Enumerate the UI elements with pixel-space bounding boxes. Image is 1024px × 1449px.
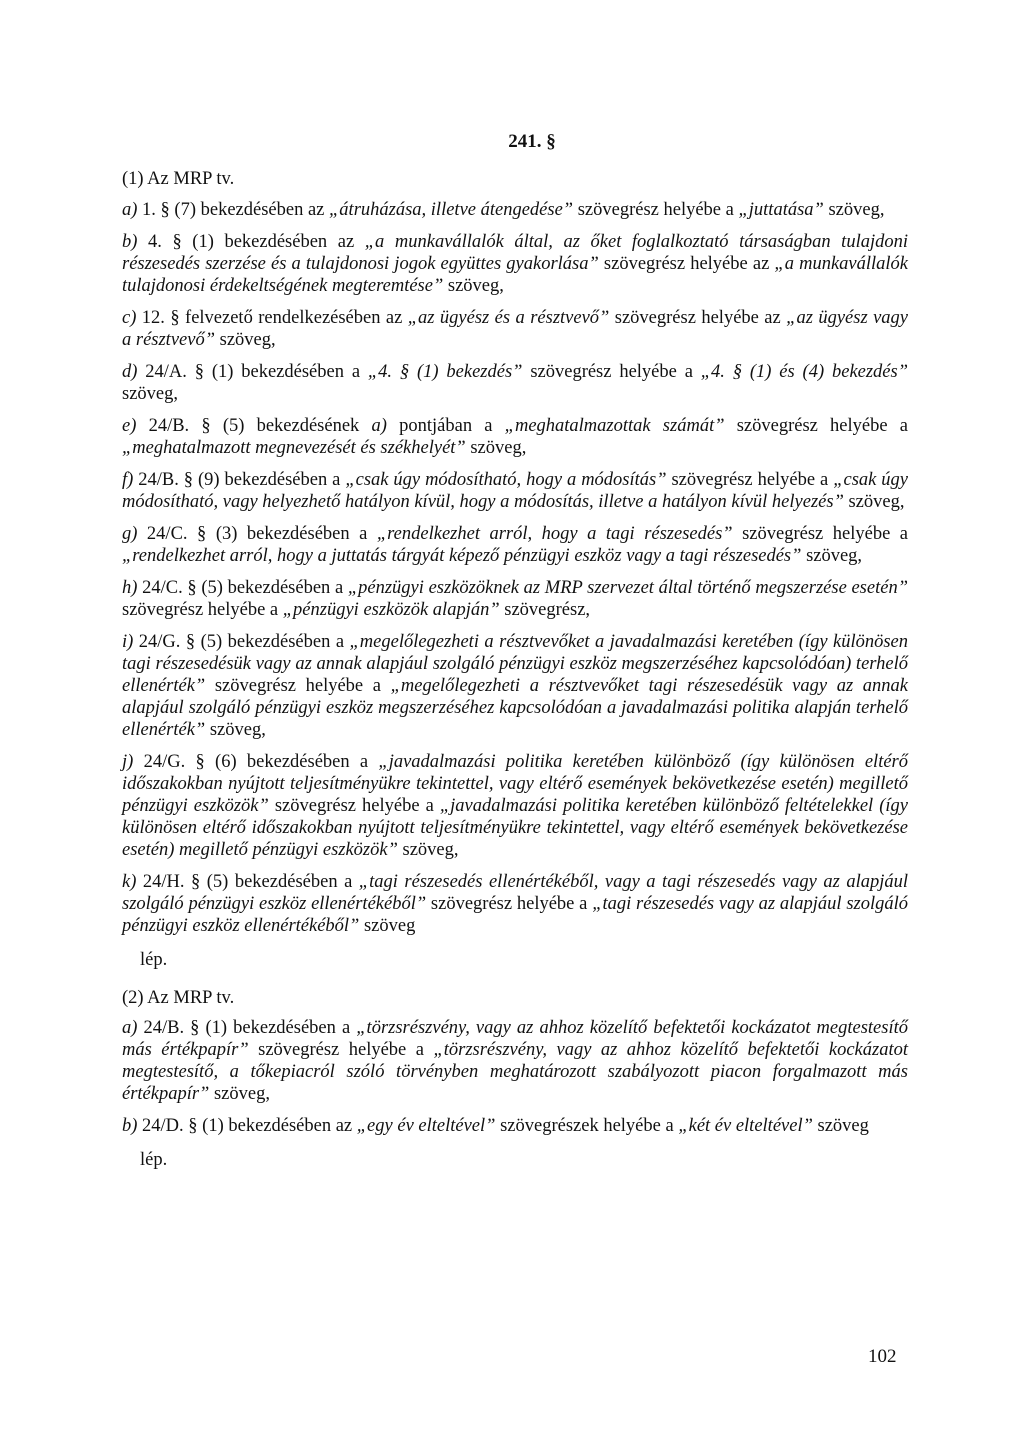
page-number: 102 bbox=[868, 1346, 897, 1367]
body-text: 24/A. § (1) bekezdésében a bbox=[137, 362, 368, 382]
part2-lead: (2) Az MRP tv. bbox=[122, 988, 235, 1008]
body-text: szövegrész helyébe a bbox=[248, 1040, 434, 1060]
part1-item bbox=[122, 631, 908, 741]
item-letter: i) bbox=[122, 632, 134, 652]
quoted-text: „4. § (1) és (4) bekezdés” bbox=[700, 362, 909, 382]
item-letter: k) bbox=[122, 872, 137, 892]
quoted-text: „rendelkezhet arról, hogy a tagi részesedés” bbox=[376, 524, 733, 544]
item-letter: d) bbox=[122, 362, 138, 382]
part1-items bbox=[122, 199, 908, 937]
body-text: szövegrész helyébe a bbox=[122, 600, 283, 620]
body-text: szövegrészek helyébe a bbox=[495, 1116, 679, 1136]
part1-item bbox=[122, 469, 908, 513]
quoted-text: „az ügyész és a résztvevő” bbox=[407, 308, 610, 328]
quoted-text: „pénzügyi eszközök alapján” bbox=[282, 600, 500, 620]
part1-item bbox=[122, 751, 908, 861]
body-text: szövegrész helyébe a bbox=[522, 362, 701, 382]
part2-item bbox=[122, 1017, 908, 1105]
quoted-text: „a munkavállalók által, az őket foglalkoztató társaságban tulajdoni részesedés szerzése és a tulajdonosi jogok együttes gyakorlása” bbox=[122, 232, 908, 274]
body-text: 24/D. § (1) bekezdésében az bbox=[137, 1116, 357, 1136]
quoted-text: „csak úgy módosítható, vagy helyezhető hatályon kívül, hogy a módosítás, illetve a hatályon kívül helyezés” bbox=[122, 470, 908, 512]
part1-item bbox=[122, 415, 908, 459]
body-text: 24/C. § (3) bekezdésében a bbox=[137, 524, 377, 544]
part1-lead: (1) Az MRP tv. bbox=[122, 169, 235, 189]
body-text: 24/G. § (6) bekezdésében a bbox=[133, 752, 379, 772]
body-text: 24/H. § (5) bekezdésében a bbox=[136, 872, 359, 892]
quoted-text: „juttatása” bbox=[738, 200, 824, 220]
item-letter: b) bbox=[122, 232, 138, 252]
part1-closing: lép. bbox=[140, 950, 168, 970]
body-text: 24/G. § (5) bekezdésében a bbox=[133, 632, 350, 652]
body-text: szöveg bbox=[812, 1116, 869, 1136]
body-text: szöveg, bbox=[801, 546, 863, 566]
section-title: 241. § bbox=[508, 131, 556, 152]
body-text: 4. § (1) bekezdésében az bbox=[137, 232, 365, 252]
quoted-text: „tagi részesedés ellenértékéből, vagy a tagi részesedés vagy az alapjául szolgáló pénzügyi eszköz ellenértékéből” bbox=[122, 872, 909, 914]
part1-item bbox=[122, 199, 908, 221]
body-text: szöveg, bbox=[843, 492, 905, 512]
part1-item bbox=[122, 871, 908, 937]
item-letter: a) bbox=[122, 1018, 138, 1038]
quoted-text: „egy év elteltével” bbox=[356, 1116, 496, 1136]
item-letter: g) bbox=[122, 524, 138, 544]
body-text: szöveg, bbox=[465, 438, 527, 458]
quoted-text: „csak úgy módosítható, hogy a módosítás” bbox=[345, 470, 667, 490]
body-text: szövegrész helyébe a bbox=[205, 676, 391, 696]
body-text: szövegrész helyébe a bbox=[666, 470, 834, 490]
quoted-text: „megelőlegezheti a résztvevőket tagi részesedésük vagy az annak alapjául szolgáló pénzügyi eszköz megszerzéséhez kapcsolódóan a javadalmazási politika alapján terhelő ellenérték” bbox=[122, 676, 908, 740]
item-letter: h) bbox=[122, 578, 138, 598]
part1-item bbox=[122, 523, 908, 567]
item-letter: c) bbox=[122, 308, 137, 328]
body-text: 24/B. § (9) bekezdésében a bbox=[133, 470, 346, 490]
quoted-text: „megelőlegezheti a résztvevőket a javadalmazási keretében (így különösen tagi részesedésük vagy az annak alapjául szolgáló pénzügyi eszköz megszerzéséhez kapcsolódóan) terhelő ellenérték” bbox=[122, 632, 909, 696]
item-letter: j) bbox=[122, 752, 134, 772]
body-text: szövegrész helyébe a bbox=[732, 524, 909, 544]
quoted-text: „javadalmazási politika keretében különböző feltételekkel (így különösen eltérő időszakokban nyújtott teljesítményükre tekintettel, vagy eltérő események bekövetkezése esetén) megillető pénzügyi eszközök” bbox=[122, 796, 908, 860]
part2-items bbox=[122, 1017, 908, 1137]
body-text: 12. § felvezető rendelkezésében az bbox=[136, 308, 408, 328]
part2-item bbox=[122, 1115, 908, 1137]
body-text: szöveg, bbox=[397, 840, 459, 860]
quoted-text: „két év elteltével” bbox=[678, 1116, 813, 1136]
body-text: szövegrész helyébe a bbox=[268, 796, 440, 816]
item-letter: b) bbox=[122, 1116, 138, 1136]
body-text: szövegrész helyébe a bbox=[573, 200, 739, 220]
body-text: szöveg, bbox=[215, 330, 276, 350]
quoted-text: „rendelkezhet arról, hogy a juttatás tárgyát képező pénzügyi eszköz vagy a tagi részesedés” bbox=[122, 546, 802, 566]
quoted-text: „meghatalmazottak számát” bbox=[504, 416, 725, 436]
body-text: szöveg, bbox=[205, 720, 266, 740]
body-text: szövegrész helyébe a bbox=[724, 416, 908, 436]
part2-closing: lép. bbox=[140, 1150, 168, 1170]
quoted-text: a) bbox=[371, 416, 387, 436]
body-text: szövegrész helyébe az bbox=[598, 254, 775, 274]
body-text: 1. § (7) bekezdésében az bbox=[137, 200, 330, 220]
part1-item bbox=[122, 231, 908, 297]
part1-item bbox=[122, 577, 908, 621]
body-text: pontjában a bbox=[386, 416, 505, 436]
body-text: szöveg, bbox=[209, 1084, 270, 1104]
quoted-text: „pénzügyi eszközöknek az MRP szervezet által történő megszerzése esetén” bbox=[347, 578, 908, 598]
quoted-text: „4. § (1) bekezdés” bbox=[367, 362, 523, 382]
part1-item bbox=[122, 307, 908, 351]
quoted-text: „az ügyész vagy a résztvevő” bbox=[122, 308, 908, 350]
quoted-text: „tagi részesedés vagy az alapjául szolgáló pénzügyi eszköz ellenértékéből” bbox=[122, 894, 909, 936]
body-text: szövegrész, bbox=[499, 600, 591, 620]
quoted-text: „a munkavállalók tulajdonosi érdekeltségének megteremtése” bbox=[122, 254, 909, 296]
quoted-text: „törzsrészvény, vagy az ahhoz közelítő befektetői kockázatot megtestesítő, a tőkepiacról szóló törvényben meghatározott szabályozott piacon forgalmazott más értékpapír” bbox=[122, 1040, 908, 1104]
body-text: szöveg bbox=[359, 916, 416, 936]
body-text: szöveg, bbox=[823, 200, 885, 220]
body-text: 24/B. § (1) bekezdésében a bbox=[137, 1018, 357, 1038]
item-letter: f) bbox=[122, 470, 134, 490]
part1-item bbox=[122, 361, 908, 405]
quoted-text: „javadalmazási politika keretében különböző (így különösen eltérő időszakokban nyújtott teljesítményükre tekintettel, vagy eltérő események bekövetkezése esetén) megillető pénzügyi eszközök” bbox=[122, 752, 909, 816]
quoted-text: „meghatalmazott megnevezését és székhelyét” bbox=[122, 438, 466, 458]
body-text: szövegrész helyébe az bbox=[609, 308, 787, 328]
body-text: szöveg, bbox=[122, 384, 178, 404]
quoted-text: „átruházása, illetve átengedése” bbox=[329, 200, 574, 220]
body-text: 24/C. § (5) bekezdésében a bbox=[137, 578, 348, 598]
quoted-text: „törzsrészvény, vagy az ahhoz közelítő befektetői kockázatot megtestesítő más értékpapír” bbox=[122, 1018, 908, 1060]
body-text: 24/B. § (5) bekezdésének bbox=[136, 416, 372, 436]
body-text: szöveg, bbox=[443, 276, 504, 296]
item-letter: e) bbox=[122, 416, 137, 436]
item-letter: a) bbox=[122, 200, 138, 220]
body-text: szövegrész helyébe a bbox=[426, 894, 593, 914]
